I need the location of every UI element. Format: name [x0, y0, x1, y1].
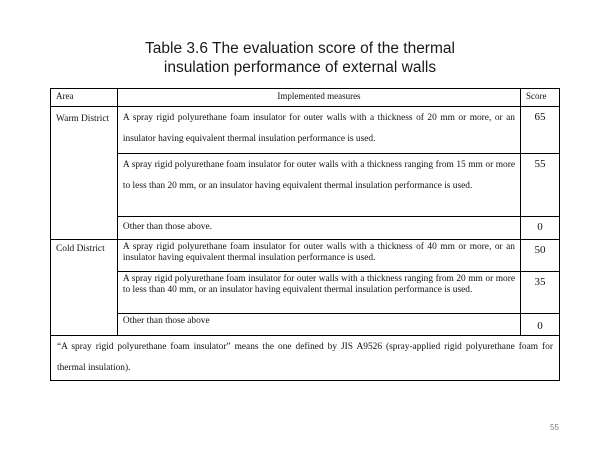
slide-title — [0, 39, 600, 77]
evaluation-score-table — [50, 88, 560, 381]
title-line-1: Table 3.6 The evaluation score of the thermal — [145, 40, 455, 57]
score-cell: 35 — [521, 272, 560, 314]
measure-cell: A spray rigid polyurethane foam insulator for outer walls with a thickness ranging from 20 mm or more to less than 40 mm, or an insulator having equivalent thermal insulation performance is used. — [117, 272, 520, 314]
table-row — [51, 272, 560, 314]
measure-cell: A spray rigid polyurethane foam insulator for outer walls with a thickness of 40 mm or more, or an insulator having equivalent thermal insulation performance is used. — [117, 240, 520, 272]
table-note: “A spray rigid polyurethane foam insulator” means the one defined by JIS A9526 (spray-applied rigid polyurethane foam for thermal insulation). — [51, 336, 560, 381]
score-cell: 55 — [521, 154, 560, 217]
table-row — [51, 154, 560, 217]
score-cell: 65 — [521, 107, 560, 154]
area-cell-warm-district: Warm District — [51, 107, 118, 240]
table-note-row — [51, 336, 560, 381]
measure-cell: Other than those above — [117, 314, 520, 336]
header-score: Score — [521, 89, 560, 107]
table-header-row — [51, 89, 560, 107]
measure-cell: A spray rigid polyurethane foam insulator for outer walls with a thickness ranging from 15 mm or more to less than 20 mm, or an insulator having equivalent thermal insulation performance is used. — [117, 154, 520, 217]
score-cell: 0 — [521, 314, 560, 336]
measure-cell: Other than those above. — [117, 217, 520, 240]
table-row — [51, 314, 560, 336]
table-row — [51, 217, 560, 240]
score-cell: 50 — [521, 240, 560, 272]
table-row — [51, 240, 560, 272]
area-cell-cold-district: Cold District — [51, 240, 118, 336]
header-implemented-measures: Implemented measures — [117, 89, 520, 107]
measure-cell: A spray rigid polyurethane foam insulator for outer walls with a thickness of 20 mm or more, or an insulator having equivalent thermal insulation performance is used. — [117, 107, 520, 154]
page-number: 55 — [550, 423, 559, 432]
score-cell: 0 — [521, 217, 560, 240]
table-row — [51, 107, 560, 154]
title-line-2: insulation performance of external walls — [163, 59, 437, 76]
header-area: Area — [51, 89, 118, 107]
